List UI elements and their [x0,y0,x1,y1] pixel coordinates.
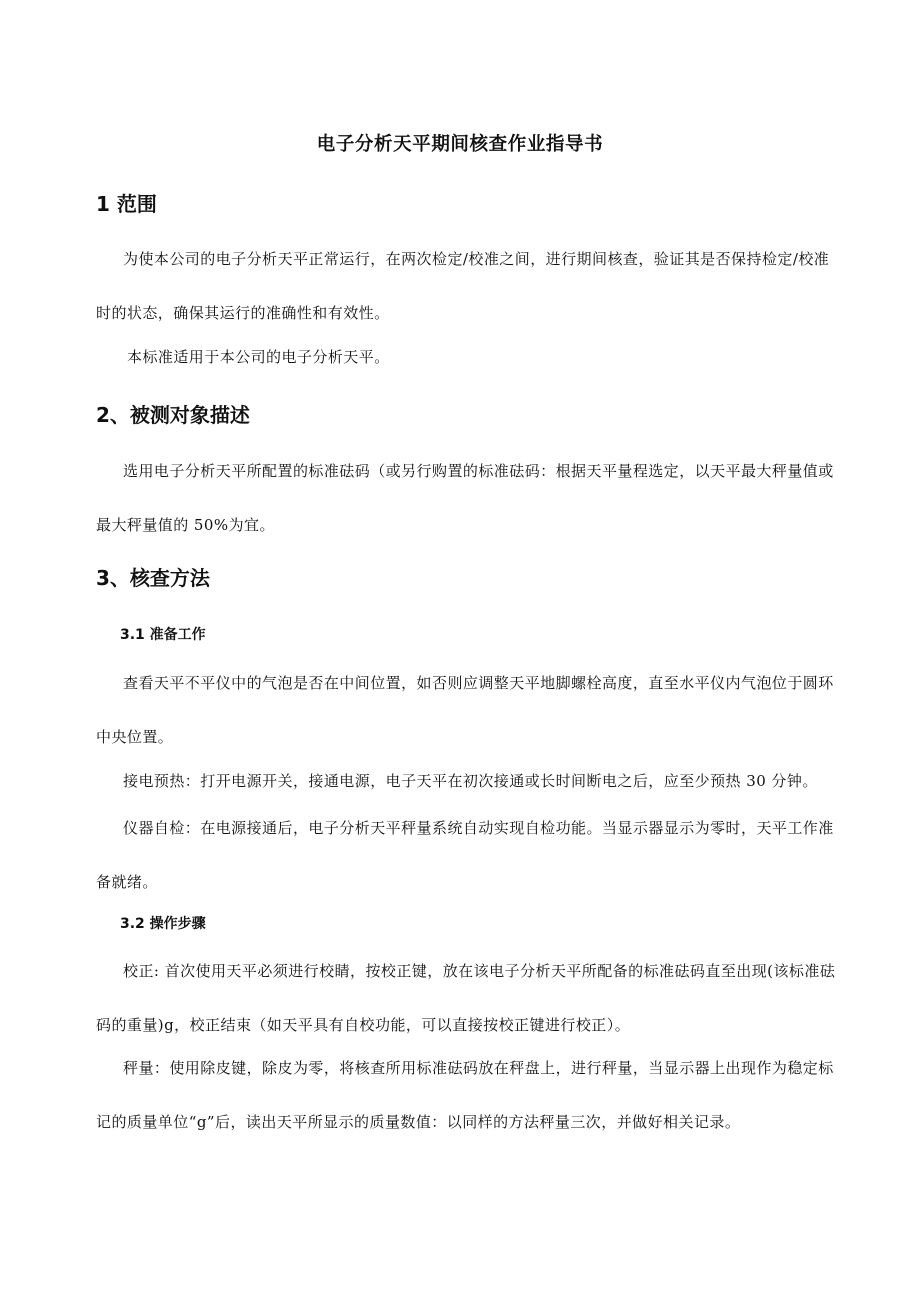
steps-paragraph-1: 校正: 首次使用天平必须进行校睛，按校正键，放在该电子分析天平所配备的标准砝码直至出现(该标准砝码的重量)g，校正结束（如天平具有自校功能，可以直接按校正键进行校正）。 [96,962,836,1034]
preparation-paragraph-1: 查看天平不平仪中的气泡是否在中间位置，如否则应调整天平地脚螺栓高度，直至水平仪内气泡位于圆环中央位置。 [96,674,834,746]
subsection-heading-preparation: 3.1 准备工作 [120,627,206,643]
steps-paragraph-2: 秤量：使用除皮键，除皮为零，将核查所用标准砝码放在秤盘上，进行秤量，当显示器上出现作为稳定标记的质量单位“g”后，读出天平所显示的质量数值：以同样的方法秤量三次，并做好相关记录。 [96,1059,834,1131]
object-paragraph-1: 选用电子分析天平所配置的标准砝码（或另行购置的标准砝码：根据天平量程选定，以天平最大秤量值或最大秤量值的 50%为宜。 [96,462,834,534]
document-title: 电子分析天平期间核查作业指导书 [316,134,604,155]
subsection-heading-steps: 3.2 操作步骤 [120,916,206,932]
preparation-paragraph-3: 仪器自检：在电源接通后，电子分析天平秤量系统自动实现自检功能。当显示器显示为零时，天平工作准备就绪。 [96,819,834,891]
preparation-paragraph-2: 接电预热：打开电源开关，接通电源，电子天平在初次接通或长时间断电之后，应至少预热 30 分钟。 [123,772,818,790]
section-heading-method: 3、核查方法 [96,566,210,590]
scope-paragraph-1: 为使本公司的电子分析天平正常运行，在两次检定/校准之间，进行期间核查，验证其是否保持检定/校准时的状态，确保其运行的准确性和有效性。 [96,250,830,322]
section-heading-scope: 1 范围 [96,192,157,216]
scope-paragraph-2: 本标准适用于本公司的电子分析天平。 [127,348,390,366]
section-heading-object: 2、被测对象描述 [96,403,250,427]
